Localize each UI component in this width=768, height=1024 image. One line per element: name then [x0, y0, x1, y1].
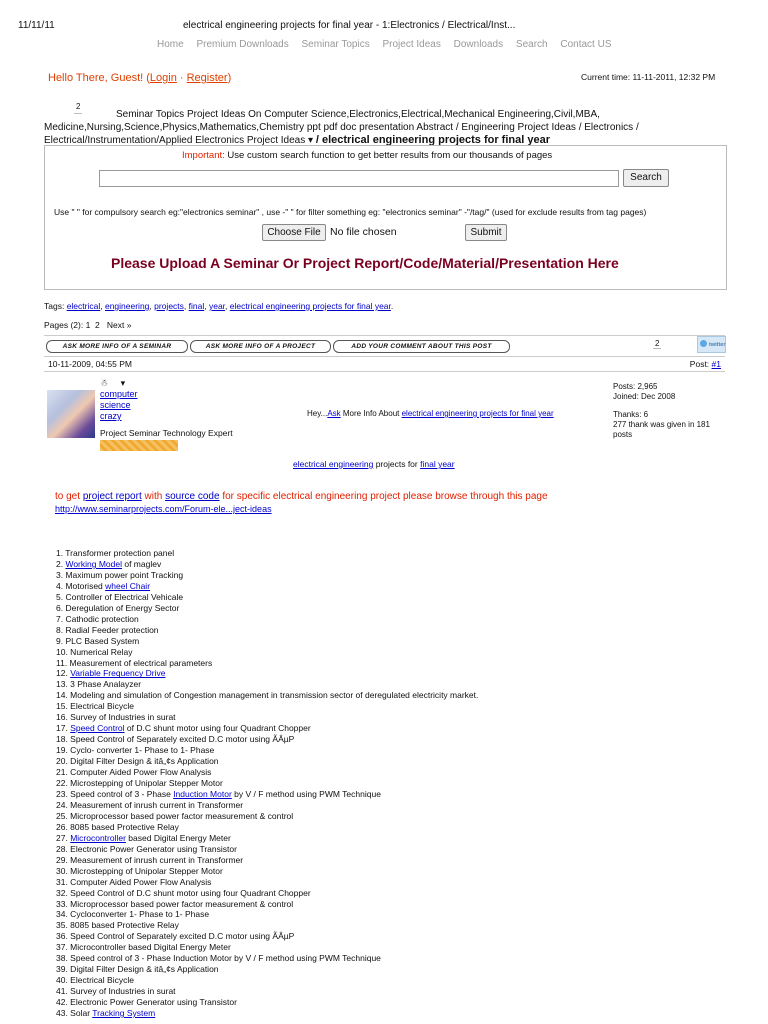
- submit-button[interactable]: Submit: [465, 224, 507, 241]
- list-item: 7. Cathodic protection: [56, 613, 139, 624]
- dropdown-arrow-icon[interactable]: ▾: [308, 135, 314, 146]
- user-menu-arrow-icon[interactable]: ▾: [120, 378, 126, 388]
- user-title: Project Seminar Technology Expert: [100, 428, 233, 438]
- user-status-icon: ☃: [100, 378, 109, 388]
- list-item: 32. Speed Control of D.C shunt motor using four Quadrant Chopper: [56, 887, 311, 898]
- breadcrumb-current: / electrical engineering projects for final year: [315, 134, 550, 146]
- keyword-link[interactable]: Tracking System: [92, 1008, 156, 1019]
- list-item: 23. Speed control of 3 - Phase Induction Motor by V / F method using PWM Technique: [56, 788, 381, 799]
- keyword-link[interactable]: Speed Control: [70, 723, 125, 734]
- list-item: 8. Radial Feeder protection: [56, 624, 159, 635]
- ask-seminar-button[interactable]: ASK MORE INFO OF A SEMINAR: [46, 340, 188, 353]
- list-item: 35. 8085 based Protective Relay: [56, 920, 179, 931]
- list-item: 22. Microstepping of Unipolar Stepper Motor: [56, 778, 223, 789]
- post-header-bar: 10-11-2009, 04:55 PM Post: #1: [44, 356, 725, 372]
- list-item: 42. Electronic Power Generator using Transistor: [56, 997, 237, 1008]
- twitter-bird-icon: [700, 340, 707, 347]
- nav-premium-downloads[interactable]: Premium Downloads: [196, 39, 289, 50]
- list-item: 30. Microstepping of Unipolar Stepper Motor: [56, 865, 223, 876]
- keyword-link[interactable]: electrical engineering: [293, 459, 374, 469]
- search-button[interactable]: Search: [623, 169, 669, 187]
- choose-file-button[interactable]: Choose File: [262, 224, 326, 241]
- list-item: 12. Variable Frequency Drive: [56, 668, 166, 679]
- pagination: Pages (2): 1 2 Next »: [44, 320, 132, 330]
- keyword-link[interactable]: Induction Motor: [173, 788, 232, 799]
- list-item: 10. Numerical Relay: [56, 646, 133, 657]
- user-panel: [100, 378, 233, 438]
- ask-project-button[interactable]: ASK MORE INFO OF A PROJECT: [190, 340, 331, 353]
- user-stats: Posts: 2,965 Joined: Dec 2008 Thanks: 6 277 thank was given in 181 posts: [613, 382, 710, 439]
- top-nav: [157, 39, 622, 50]
- avatar[interactable]: [47, 390, 95, 438]
- breadcrumb: [44, 100, 744, 147]
- username-link[interactable]: computer science crazy: [100, 389, 138, 421]
- file-status: No file chosen: [330, 226, 397, 238]
- upload-cta-link[interactable]: Please Upload A Seminar Or Project Report/Code/Material/Presentation Here: [111, 255, 619, 271]
- current-time: Current time: 11-11-2011, 12:32 PM: [581, 72, 716, 82]
- list-item: 5. Controller of Electrical Vehicale: [56, 591, 184, 602]
- list-item: 17. Speed Control of D.C shunt motor using four Quadrant Chopper: [56, 723, 311, 734]
- list-item: 1. Transformer protection panel: [56, 548, 175, 558]
- project-list: [56, 548, 746, 1019]
- list-item: 11. Measurement of electrical parameters: [56, 657, 213, 668]
- list-item: 41. Survey of Industries in surat: [56, 986, 176, 997]
- keyword-link[interactable]: Working Model: [65, 558, 122, 569]
- search-important-note: Important: Use custom search function to get better results from our thousands of pages: [182, 150, 553, 161]
- post-permalink[interactable]: #1: [711, 359, 721, 369]
- nav-contact[interactable]: Contact US: [560, 39, 612, 50]
- tags-line: Tags: electrical, engineering, projects, final, year, electrical engineering projects for final year.: [44, 301, 394, 311]
- tag-link[interactable]: engineering: [104, 301, 150, 311]
- list-item: 33. Microprocessor based power factor measurement & control: [56, 898, 294, 909]
- next-page-link[interactable]: Next »: [106, 320, 132, 330]
- list-item: 19. Cyclo- converter 1- Phase to 1- Phase: [56, 745, 215, 756]
- keyword-link[interactable]: Variable Frequency Drive: [70, 668, 166, 679]
- tag-link[interactable]: final: [188, 301, 205, 311]
- source-code-link[interactable]: source code: [165, 491, 220, 502]
- list-item: 18. Speed Control of Separately excited D.C motor using ÃÂµP: [56, 734, 295, 745]
- guest-greeting: Hello There, Guest! (Login · Register): [48, 72, 232, 84]
- list-item: 2. Working Model of maglev: [56, 558, 162, 569]
- list-item: 14. Modeling and simulation of Congestion management in transmission sector of deregulated electricity market.: [56, 690, 479, 701]
- project-report-link[interactable]: project report: [82, 491, 142, 502]
- list-item: 38. Speed control of 3 - Phase Induction Motor by V / F method using PWM Technique: [56, 953, 381, 964]
- login-link[interactable]: Login: [149, 72, 177, 84]
- add-comment-button[interactable]: ADD YOUR COMMENT ABOUT THIS POST: [333, 340, 510, 353]
- post-date: 10-11-2009, 04:55 PM: [48, 359, 132, 369]
- post-intro: to get project report with source code for specific electrical engineering project please browse through this page http://www.seminarprojects.com/Forum-ele...ject-ideas: [55, 491, 548, 514]
- tag-link[interactable]: projects: [154, 301, 184, 311]
- list-item: 24. Measurement of inrush current in Transformer: [56, 799, 244, 810]
- list-item: 20. Digital Filter Design & itâ„¢s Application: [56, 756, 219, 767]
- list-item: 21. Computer Aided Power Flow Analysis: [56, 767, 212, 778]
- twitter-follow-button[interactable]: twitter: [697, 336, 726, 353]
- ask-more-info-line: Hey...Ask More Info About electrical engineering projects for final year: [307, 409, 554, 418]
- list-item: 3. Maximum power point Tracking: [56, 569, 184, 580]
- page-1: 1: [85, 320, 91, 330]
- nav-downloads[interactable]: Downloads: [453, 39, 504, 50]
- list-item: 6. Deregulation of Energy Sector: [56, 602, 180, 613]
- ask-link[interactable]: Ask: [327, 409, 341, 418]
- list-item: 13. 3 Phase Analayzer: [56, 679, 142, 690]
- list-item: 25. Microprocessor based power factor measurement & control: [56, 810, 294, 821]
- list-item: 37. Microcontroller based Digital Energy Meter: [56, 942, 231, 953]
- tag-link[interactable]: year: [208, 301, 226, 311]
- list-item: 39. Digital Filter Design & itâ„¢s Application: [56, 964, 219, 975]
- page-tab-title: electrical engineering projects for final year - 1:Electronics / Electrical/Inst...: [183, 20, 516, 31]
- list-item: 31. Computer Aided Power Flow Analysis: [56, 876, 212, 887]
- search-input[interactable]: [99, 170, 619, 187]
- post-subheading: electrical engineering projects for final year: [293, 459, 455, 469]
- breadcrumb-path[interactable]: Seminar Topics Project Ideas On Computer Science,Electronics,Electrical,Mechanical Engineering,Civil,MBA, Medicine,Nursing,Science,Physics,Mathematics,Chemistry ppt pdf doc presentation Abstract / Engineering Project Ideas / Electronics / Electrical/Instrumentation/Applied Electronics Project Ideas: [44, 109, 639, 146]
- nav-home[interactable]: Home: [157, 39, 184, 50]
- tag-link[interactable]: electrical engineering projects for final year: [229, 301, 391, 311]
- keyword-link[interactable]: wheel Chair: [105, 580, 151, 591]
- list-item: 29. Measurement of inrush current in Transformer: [56, 854, 244, 865]
- topic-link[interactable]: electrical engineering projects for final year: [401, 409, 554, 418]
- list-item: 4. Motorised wheel Chair: [56, 580, 151, 591]
- keyword-link[interactable]: final year: [420, 459, 455, 469]
- user-rank-stars: [100, 440, 178, 451]
- list-item: 9. PLC Based System: [56, 635, 140, 646]
- nav-project-ideas[interactable]: Project Ideas: [382, 39, 441, 50]
- list-item: 36. Speed Control of Separately excited D.C motor using ÃÂµP: [56, 931, 295, 942]
- list-item: 43. Solar Tracking System: [56, 1008, 156, 1019]
- breadcrumb-counter: 2: [74, 100, 82, 114]
- nav-seminar-topics[interactable]: Seminar Topics: [301, 39, 370, 50]
- list-item: 27. Microcontroller based Digital Energy Meter: [56, 832, 231, 843]
- list-item: 40. Electrical Bicycle: [56, 975, 134, 986]
- register-link[interactable]: Register: [186, 72, 228, 84]
- list-item: 28. Electronic Power Generator using Transistor: [56, 843, 237, 854]
- list-item: 34. Cycloconverter 1- Phase to 1- Phase: [56, 909, 210, 920]
- post-actions-bar: [44, 335, 725, 357]
- tag-link[interactable]: electrical: [66, 301, 101, 311]
- share-counter: 2: [655, 339, 660, 348]
- nav-search[interactable]: Search: [515, 39, 548, 50]
- list-item: 15. Electrical Bicycle: [56, 701, 134, 712]
- page-2-link[interactable]: 2: [95, 320, 100, 330]
- keyword-link[interactable]: Microcontroller: [70, 832, 126, 843]
- search-hint: Use " " for compulsory search eg:"electronics seminar" , use -" " for filter something eg: "electronics seminar" -"/tag/" (used for exclude results from tag pages): [54, 207, 647, 217]
- list-item: 26. 8085 based Protective Relay: [56, 821, 179, 832]
- list-item: 16. Survey of Industries in surat: [56, 712, 176, 723]
- print-date: 11/11/11: [18, 20, 55, 31]
- forum-url-link[interactable]: http://www.seminarprojects.com/Forum-ele...ject-ideas: [55, 504, 272, 514]
